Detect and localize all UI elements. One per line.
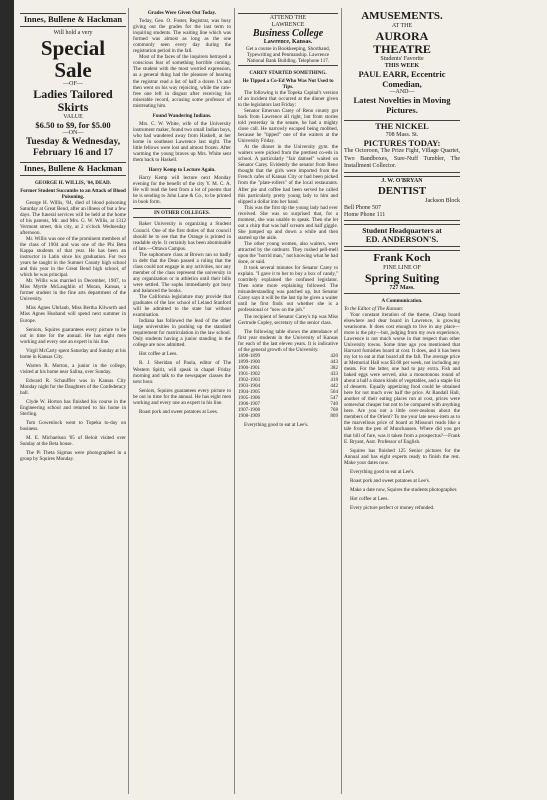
nickel-title: THE NICKEL: [375, 121, 429, 131]
ad-price: $6.50 to $9, for $5.00: [35, 119, 111, 130]
business-college-ad: [238, 13, 338, 66]
paragraph: Indiana has followed the lead of the other large universities in pushing up the standard requirement for matriculation in the law school. Only students having a junior standing in the college are now admitted.: [133, 318, 231, 349]
ad-dates: Tuesday & Wednesday, February 16 and 17: [25, 137, 121, 158]
table-year: 1904-1905: [238, 389, 261, 396]
paragraph: R. J. Sheridan of Paola, editor of The Western Spirit, will speak in chapel Friday morning and talk to the newspaper classes the next hour.: [133, 360, 231, 385]
this-week: THIS WEEK: [384, 63, 420, 69]
table-year: 1898-1899: [238, 352, 261, 359]
theatre-title: THEATRE: [373, 42, 431, 56]
paragraph: The California legislature may provide that graduates of the law school of Leland Stanford will be admitted to the state bar without examination.: [133, 294, 231, 319]
ad-skirts: Skirts: [57, 99, 89, 114]
paragraph: Senator Emerson Carey of Reno county got back from Lawrence all right, but from stories told yesterday in the senate, he had a mighty close call. He narrowly escaped being mobbed, because he "tipped" one of the waiters at the University Friday.: [238, 107, 338, 145]
table-count: 768: [330, 407, 338, 414]
paragraph: M. E. Michaelson '05 of Beloit visited over Sunday at the Beta house.: [20, 435, 126, 448]
paragraph: Mrs. C. W. White, wife of the University instrument maker, found two small Indian boys, who had wandered away from Haskell, at her home in southeast Lawrence last night. The little fellows were lost and almost frozen. After warming the young braves up Mrs. White sent them back to Haskell.: [133, 120, 231, 164]
paul-earr: PAUL EARR, Eccentric: [358, 69, 446, 79]
table-count: 809: [330, 413, 338, 420]
and-divider: —AND—: [389, 89, 415, 95]
ad-attend: ATTEND THE: [269, 15, 307, 21]
students-favorite: Students' Favorite: [380, 56, 424, 62]
headline-other-colleges: IN OTHER COLLEGES.: [133, 208, 231, 218]
subhead-carey: He Tipped a Co-Ed Who Was Not Used to Tips.: [242, 77, 334, 90]
column-rule: [234, 8, 235, 794]
column-4: [344, 10, 460, 511]
table-year: 1905-1906: [238, 395, 261, 402]
table-year: 1907-1908: [238, 407, 261, 414]
paragraph: Virgil McCarty spent Saturday and Sunday at his home in Kansas City.: [20, 347, 126, 360]
paragraph: Every picture perfect or money refunded.: [350, 504, 435, 511]
headquarters-ad: [344, 224, 460, 247]
paragraph: Most of the faces of the inquirers betrayed a conscious fear of something horrible coming. The student with the most worried expression, as a general thing had the pleasure of hearing the registrar read a list of half a dozen 1's and then went on his way rejoicing, while the care-free one left in disgust after receiving his miserable record, accusing some professor of mistreating him.: [133, 54, 231, 109]
column-3: [238, 10, 338, 428]
dentist-title: DENTIST: [377, 184, 427, 197]
headline-grades: Grades Were Given Out Today.: [147, 10, 217, 16]
paragraph: At the dinner in the University gym. the waiters were picked from the prettiest co-eds in school. A particularly "fair damsel" waited on Senator Carey. Evidently the senator from Reno thought that the girls were imported from the French cafes of Kansas City or had been picked from the "plate-rollers" of the local restaurants. After pie and coffee had been served he called this particularly pretty young lady to him and slipped a dollar into her hand.: [238, 144, 338, 205]
koch-sub: FINE LINE OF: [383, 264, 421, 271]
column-rule: [128, 8, 129, 794]
subhead-willis: Former Student Succumbs to an Attack of Blood Poisoning.: [20, 187, 126, 200]
paragraph: Roast pork and sweet potatoes at Lees.: [139, 408, 219, 415]
table-year: 1902-1903: [238, 376, 261, 383]
table-count: 740: [330, 401, 338, 408]
ad-head: Innes, Bullene & Hackman: [20, 13, 126, 27]
binding-edge: [0, 0, 14, 800]
ad-on: —ON—: [62, 130, 84, 136]
table-count: 433: [330, 370, 338, 377]
dentist-name: J. W. O'BRYAN: [381, 177, 423, 184]
paragraph: The following is the Topeka Capital's version of an incident that occurred at the dinner given to the legislators last Friday:: [238, 89, 338, 108]
koch-address: 727 Mass.: [389, 284, 415, 291]
headline-communication: A Communication.: [381, 297, 423, 304]
pictures-today: PICTURES TODAY:: [363, 137, 441, 148]
paragraph: Seniors, Squires guarantees every picture to be out in time for the annual. He has eight men working and every one an expert in his line.: [133, 387, 231, 406]
paragraph: Everything good to eat at Lee's.: [244, 422, 309, 429]
picture-list: The Octoroon, The Prize Fight, Village Quartet, Two Bandboxes, Sure-Nuff Tumbler, The Installment Collector.: [344, 148, 460, 169]
paragraph: Warren R. Morton, a junior in the college, visited at his home near Salina, over Sunday.: [20, 362, 126, 375]
anderson: ED. ANDERSON'S.: [365, 234, 439, 244]
table-count: 418: [330, 376, 338, 383]
paragraph: Miss Agnes Uhrlaub, Miss Bertha Kilworth and Miss Agnes Husband will spend next summer in Europe.: [20, 305, 126, 324]
paragraph: The other young women, also waiters, were attracted by the outburst. They rushed pell-mell upon the "horrid man," not knowing what he had done, or said.: [238, 240, 338, 266]
table-count: 442: [330, 383, 338, 390]
dentist-ad: [344, 176, 460, 221]
table-year: 1906-1907: [238, 401, 261, 408]
spring-suiting: Spring Suiting: [364, 270, 440, 285]
aurora-title: AURORA: [375, 29, 429, 43]
ad-lawrence: LAWRENCE: [271, 22, 305, 28]
headline-indians: Found Wandering Indians.: [152, 112, 212, 119]
table-year: 1903-1904: [238, 383, 261, 390]
paragraph: Roast pork and sweet potatoes at Lee's.: [350, 477, 430, 484]
paragraph: Hot coffee at Lees.: [139, 351, 178, 358]
paragraph: Clyde W. Horton has finished his course in the Engineering school and returned to his home in Sterling.: [20, 399, 126, 418]
paragraph: Harry Kemp will lecture next Monday evening for the benefit of the city Y. M. C. A. He will read the best from a lot of poems that he is sending to John Lane & Co., to be printed in book form.: [133, 175, 231, 206]
table-year: 1908-1909: [238, 413, 261, 420]
ad-sub: Will hold a very: [53, 29, 93, 36]
headquarters-line: Student Headquarters at: [362, 225, 442, 235]
moving-pictures: Latest Novelties in Moving Pictures.: [353, 95, 451, 115]
paragraph: Tom Gowenlock went to Topeka to-day on business.: [20, 420, 126, 433]
table-year: 1899-1900: [238, 358, 261, 365]
paragraph: Make a date now, Squires the students photographer.: [350, 486, 458, 493]
ad-foot: Innes, Bullene & Hackman: [20, 162, 126, 176]
koch-name: Frank Koch: [373, 251, 431, 264]
column-rule: [341, 8, 342, 794]
nickel-ad: [344, 120, 460, 173]
paragraph: Mr. Willis was one of the prominent members of the class of 1904 and was one of the Phi Beta Kappa students of that year. He has been an instructor in Latin since his graduation. For two years he taught in the Sumner County high school and this year in the Great Bend high school, of which he was principal.: [20, 235, 126, 279]
dentist-block: Jackson Block: [425, 197, 460, 204]
table-count: 547: [330, 395, 338, 402]
paragraph: Everything good to eat at Lee's.: [350, 468, 415, 475]
dentist-phone-bell: Bell Phone 507: [344, 204, 381, 211]
paragraph: Today, Geo. O. Foster, Registrar, was busy giving out the grades for the last term to inquiring students. The waiting line which was formed was almost as long as the one commonly seen every day during the registration period in the fall.: [133, 18, 231, 55]
paragraph: Baker University is organizing a Student Council. One of the first duties of that council should be to see that the Orange is printed in readable style. It certainly has been abominable of late.—Ottawa Campus.: [133, 221, 231, 252]
paragraph: The following table shows the attendance of first year students in the University of Kansas for each of the last eleven years. It is indicative of the general growth of the University.: [238, 328, 338, 353]
amusements-title: AMUSEMENTS.: [361, 10, 443, 22]
paragraph: It took several minutes for Senator Carey to explain. "I gave it to her to buy a box of candy," contritely explained the confused legislator. Then some more explaining followed. The misunderstanding was patched up, but Senator Carey says it will be the last tip he gives a waiter until he first finds out whether she is a professional or "new on the job.": [238, 265, 338, 314]
ad-value: VALUE: [63, 113, 83, 120]
dentist-phone-home: Home Phone 111: [344, 211, 386, 218]
paragraph: The Pi Theta Sigmas were photographed in a group by Squires Monday.: [20, 450, 126, 463]
ad-of: —OF—: [63, 80, 83, 87]
ad-city: Lawrence, Kansas.: [263, 38, 313, 45]
nickel-address: 708 Mass. St.: [385, 131, 419, 138]
ad-details: Get a course in Bookkeeping, Shorthand, Typewriting and Penmanship. Lawrence National Bank Building. Telephone 117.: [246, 45, 330, 64]
table-count: 443: [330, 358, 338, 365]
table-count: 420: [330, 352, 338, 359]
communication-body: Your constant iteration of the theme, Cheap board elsewhere and dear board in Lawrence, is growing wearisome. It does cost enough to live in any place—more is the pity—but, judging from my own experience, Lawrence is not much worse in that respect than other University towns. Some time ago you mentioned that Harvard furnishes board at cost. It does, and it has been my lot to eat at that board all the fall. The average price at Memorial Hall was $3.68 per week, not including any meats. For the latter, one had to pay extra. Fish and baked eggs were served, also a monotonous round of about a half a dozen kinds of vegetables, and a staple list of desserts. Equally appetizing food could be obtained here for not much over half the price. At Randall Hall, another of their eating places run at cost, prices were somewhat cheaper but not to be compared with anything here. Are you not a little over-zealous about the members of the Orient? To me your late news-item as to the marvellous price of board at Missouri reads like a tale from the pen of Munchausen. Where did you get that bill of fare, was it taken from a prospectus?—Frank E. Bryant, Asst. Professor of English.: [344, 311, 460, 445]
paragraph: The recipient of Senator Carey's tip was Miss Gertrude Copley, secretary of the senior class.: [238, 313, 338, 326]
column-2: [133, 10, 231, 415]
paragraph: This was the first tip the young lady had ever received. She was so surprised that, for a moment, she was unable to speak. Then she let out a chirp that was half scream and half giggle. She jumped up and down a while and then started up the aisle.: [238, 204, 338, 241]
table-year: 1901-1902: [238, 370, 261, 377]
table-year: 1900-1901: [238, 364, 261, 371]
table-count: 504: [330, 389, 338, 396]
paragraph: Mr. Willis was married in December, 1907, to Miss Myrtle McLaughlin of Moran, Kansas, a former student in the fine arts department of the University.: [20, 278, 126, 303]
column-1: [20, 10, 126, 462]
headline-willis: GEORGE H. WILLIS, '04, DEAD.: [34, 179, 112, 186]
ad-sale: Sale: [54, 57, 92, 82]
paragraph: Hot coffee at Lees.: [350, 495, 389, 502]
headline-carey: CAREY STARTED SOMETHING.: [249, 69, 327, 76]
attendance-table: [238, 353, 338, 420]
ad-ladies: Ladies Tailored: [33, 86, 113, 101]
comedian: Comedian,: [382, 78, 422, 89]
table-count: 382: [330, 364, 338, 371]
at-the: AT THE: [391, 23, 413, 29]
koch-ad: [344, 250, 460, 294]
communication-salutation: To the Editor of The Kansan:: [344, 305, 404, 312]
paragraph: The sophomore class at Brown ran so badly in debt that the Dean passed a ruling that the class could not engage in any activities, nor any member of the class represent the university in any organization or in athletics until their bills were settled. The sophs immediately got busy and balanced the books.: [133, 251, 231, 294]
ad-business-college: Business College: [252, 28, 324, 39]
paragraph: Seniors, Squires guarantees every picture to be out in time for the annual. He has eight men working and every one an expert in his line.: [20, 326, 126, 345]
headline-kemp: Harry Kemp to Lecture Again.: [148, 167, 216, 174]
paragraph: Edward R. Schauffler was in Kansas City Monday night for the Daughters of the Confederacy ball.: [20, 377, 126, 396]
paragraph: Squires has finished 125 Senior pictures for the Annual and has eight experts ready to finish the rest. Make your dates now.: [344, 447, 460, 466]
paragraph: George H. Willis, '04, died of blood poisoning Saturday at Great Bend, after an illness of but a few days. The funeral services will be held at the home of his parents, Mr. and Mrs. G. W. Willis, at 1312 Vermont street, this city, at 2 o'clock Wednesday afternoon.: [20, 199, 126, 236]
ad-special: Special: [40, 35, 106, 60]
